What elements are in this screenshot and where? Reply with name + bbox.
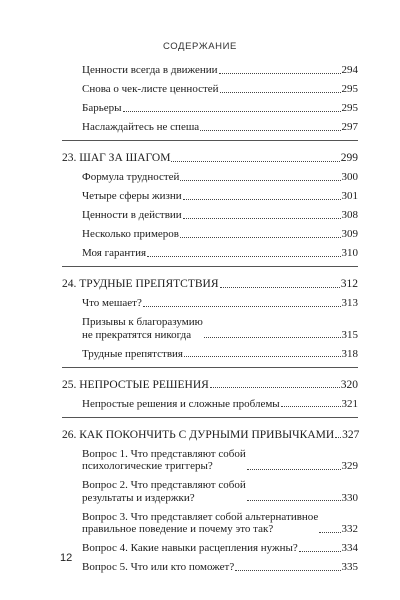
toc-entry-title: Снова о чек-листе ценностей [82,83,219,95]
toc-entry-page: 301 [341,190,358,202]
chapter-26 [62,429,358,574]
dot-leader [184,356,341,357]
dot-leader [235,570,340,571]
section-divider [62,266,358,267]
chapter-heading[interactable] [62,429,358,442]
toc-entry-title: Что мешает? [82,297,142,309]
section-divider [62,367,358,368]
toc-entry-title-line2: не прекратятся никогда [82,328,192,341]
chapter-title: 26. КАК ПОКОНЧИТЬ С ДУРНЫМИ ПРИВЫЧКАМИ [62,428,335,441]
chapter-page: 320 [340,378,358,391]
dot-leader [247,500,341,501]
toc-entry[interactable] [62,348,358,361]
dot-leader [123,111,341,112]
toc-entry[interactable] [62,209,358,222]
toc-entry[interactable] [62,561,358,574]
dot-leader [171,161,339,162]
dot-leader [180,180,340,181]
toc-entry[interactable] [62,190,358,203]
toc-entry-page: 295 [341,102,358,114]
toc-entry-page: 313 [341,297,358,309]
dot-leader [299,551,341,552]
dot-leader [319,532,340,533]
chapter-heading[interactable] [62,379,358,392]
toc-entry-page: 300 [341,171,358,183]
toc-entry-title: Наслаждайтесь не спеша [82,121,200,133]
toc-entry-page: 315 [341,328,358,341]
toc-entry[interactable] [62,542,358,555]
toc-entry-title: Четыре сферы жизни [82,190,182,202]
toc-entry-title: Формула трудностей [82,171,180,183]
dot-leader [143,306,341,307]
toc-entry-page: 310 [341,247,358,259]
section-divider [62,140,358,141]
toc-entry-title-line1: Призывы к благоразумию [82,316,203,328]
chapter-title: 24. ТРУДНЫЕ ПРЕПЯТСТВИЯ [62,278,219,290]
toc-entry-title: Вопрос 4. Какие навыки расцепления нужны? [82,542,298,554]
toc-entry-page: 297 [341,121,358,133]
toc-entry[interactable] [62,247,358,260]
toc-entry-title: Моя гарантия [82,247,147,259]
toc-entry-title: Несколько примеров [82,228,179,240]
toc-entry-page: 321 [341,397,358,410]
toc-entry[interactable] [62,398,358,411]
toc-entry-title-line2: результаты и издержки? [82,491,195,504]
dot-leader [281,406,341,407]
chapter-heading[interactable] [62,278,358,291]
dot-leader [183,218,341,219]
toc-entry[interactable] [62,171,358,184]
toc-entry-page: 329 [341,460,358,472]
toc-entry-page: 335 [341,561,358,573]
chapter-23 [62,152,358,260]
toc-entry[interactable] [62,102,358,115]
table-of-contents [62,64,358,580]
toc-entry-title-multiline [82,479,246,504]
toc-entry-title-line1: Вопрос 3. Что представляет собой альтернативное [82,510,319,523]
toc-entry-title: Ценности в действии [82,209,182,221]
toc-entry[interactable] [62,83,358,96]
toc-entry-title-line1: Вопрос 1. Что представляют собой [82,447,246,460]
toc-entry-page: 295 [341,83,358,95]
toc-entry[interactable] [62,64,358,77]
toc-entry[interactable] [62,297,358,310]
toc-entry[interactable] [62,228,358,241]
chapter-25 [62,379,358,411]
section-divider [62,417,358,418]
page-number: 12 [60,552,73,564]
toc-entry-page: 334 [341,542,358,554]
toc-entry-title-multiline [82,511,318,536]
toc-entry-title: Непростые решения и сложные проблемы [82,397,280,410]
dot-leader [219,73,341,74]
toc-entry-title: Барьеры [82,102,122,114]
toc-entry-title-multiline [82,448,246,473]
chapter-title: 25. НЕПРОСТЫЕ РЕШЕНИЯ [62,378,209,391]
toc-entry-page: 294 [341,64,358,76]
toc-entry-page: 309 [341,228,358,240]
toc-entry-page: 308 [341,209,358,221]
chapter-24 [62,278,358,360]
toc-entry-page: 318 [341,347,358,360]
chapter-page: 299 [340,152,358,164]
toc-entry-title: Ценности всегда в движении [82,64,218,76]
toc-entry-page: 332 [341,523,358,535]
chapter-page: 327 [342,428,360,441]
dot-leader [204,337,341,338]
toc-entry-title-line2: психологические триггеры? [82,460,213,472]
chapter-heading[interactable] [62,152,358,165]
toc-entry-page: 330 [341,491,358,504]
toc-entry-title-line2: правильное поведение и почему это так? [82,523,274,535]
dot-leader [247,469,341,470]
toc-entry[interactable] [62,316,358,341]
chapter-title: 23. ШАГ ЗА ШАГОМ [62,152,171,164]
dot-leader [180,237,341,238]
dot-leader [220,287,340,288]
dot-leader [220,92,341,93]
dot-leader [335,437,341,438]
toc-entry[interactable] [62,448,358,473]
dot-leader [210,387,340,388]
toc-entry-title: Трудные препятствия [82,347,183,360]
dot-leader [200,130,340,131]
toc-entry[interactable] [62,479,358,504]
toc-entry-title-line1: Вопрос 2. Что представляют собой [82,479,246,491]
toc-entry-title-multiline [82,316,203,341]
toc-entry-title: Вопрос 5. Что или кто поможет? [82,561,235,573]
toc-entry[interactable] [62,121,358,134]
page-header: СОДЕРЖАНИЕ [163,41,237,52]
toc-entry[interactable] [62,511,358,536]
dot-leader [147,256,340,257]
chapter-page: 312 [340,278,358,290]
dot-leader [183,199,341,200]
